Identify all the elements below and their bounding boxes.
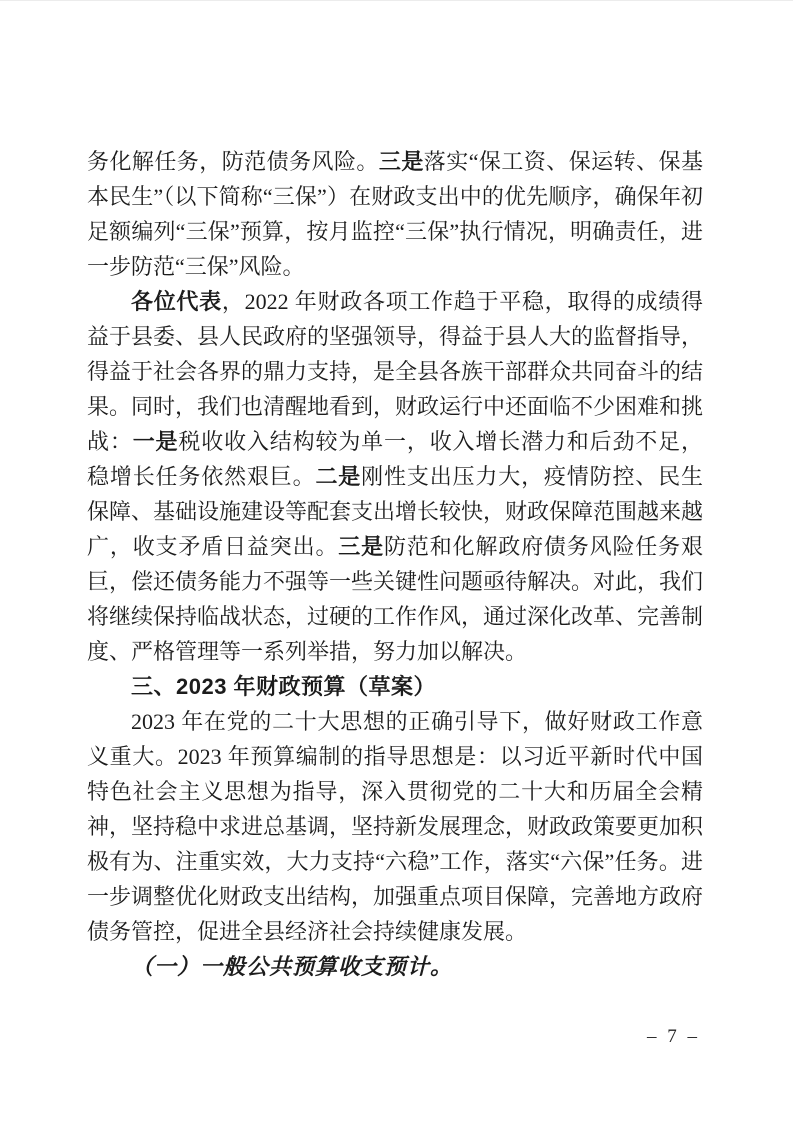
emphasis-run-third: 三是 (378, 149, 424, 174)
page-number: – 7 – (647, 1026, 700, 1047)
paragraph-guiding-ideology (87, 704, 703, 949)
text-segment: 防范和化解政府债务风险任务艰巨，偿还债务能力不强等一些关键性问题亟待解决。对此，我们将继续保持临战状态，过硬的工作作风，通过深化改革、完善制度、严格管理等一系列举措，努力加以解决。 (87, 534, 704, 664)
emphasis-run-first: 一是 (132, 429, 179, 454)
text-segment: 务化解任务，防范债务风险。 (87, 149, 379, 174)
text-segment: 税收收入结构较为单一，收入增长潜力和后劲不足，稳增长任务依然艰巨。 (87, 429, 703, 489)
subsection-heading-general-budget: （一）一般公共预算收支预计。 (131, 954, 454, 979)
emphasis-run-third: 三是 (338, 534, 384, 559)
paragraph-delegates-review (87, 284, 703, 669)
text-segment: 刚性支出压力大，疫情防控、民生保障、基础设施建设等配套支出增长较快，财政保障范围越来越广，收支矛盾日益突出。 (87, 464, 704, 559)
text-segment: ，2022 年财政各项工作趋于平稳，取得的成绩得益于县委、县人民政府的坚强领导，得益于县人大的监督指导，得益于社会各界的鼎力支持，是全县各族干部群众共同奋斗的结果。同时，我们也清醒地看到，财政运行中还面临不少困难和挑战： (87, 289, 704, 454)
document-body (87, 144, 703, 984)
paragraph-debt-risk (87, 144, 703, 284)
emphasis-run-second: 二是 (315, 464, 362, 489)
text-segment: 落实“保工资、保运转、保基本民生”（以下简称“三保”）在财政支出中的优先顺序，确保年初足额编列“三保”预算，按月监控“三保”执行情况，明确责任，进一步防范“三保”风险。 (87, 149, 703, 279)
text-segment: 2023 年在党的二十大思想的正确引导下，做好财政工作意义重大。2023 年预算编制的指导思想是：以习近平新时代中国特色社会主义思想为指导，深入贯彻党的二十大和历届全会精神，坚持稳中求进总基调，坚持新发展理念，财政政策要更加积极有为、注重实效，大力支持“六稳”工作，落实“六保”任务。进一步调整优化财政支出结构，加强重点项目保障，完善地方政府债务管控，促进全县经济社会持续健康发展。 (87, 709, 704, 944)
emphasis-run-delegates: 各位代表 (131, 289, 222, 314)
section-heading-2023-budget: 三、2023 年财政预算（草案） (131, 674, 437, 699)
